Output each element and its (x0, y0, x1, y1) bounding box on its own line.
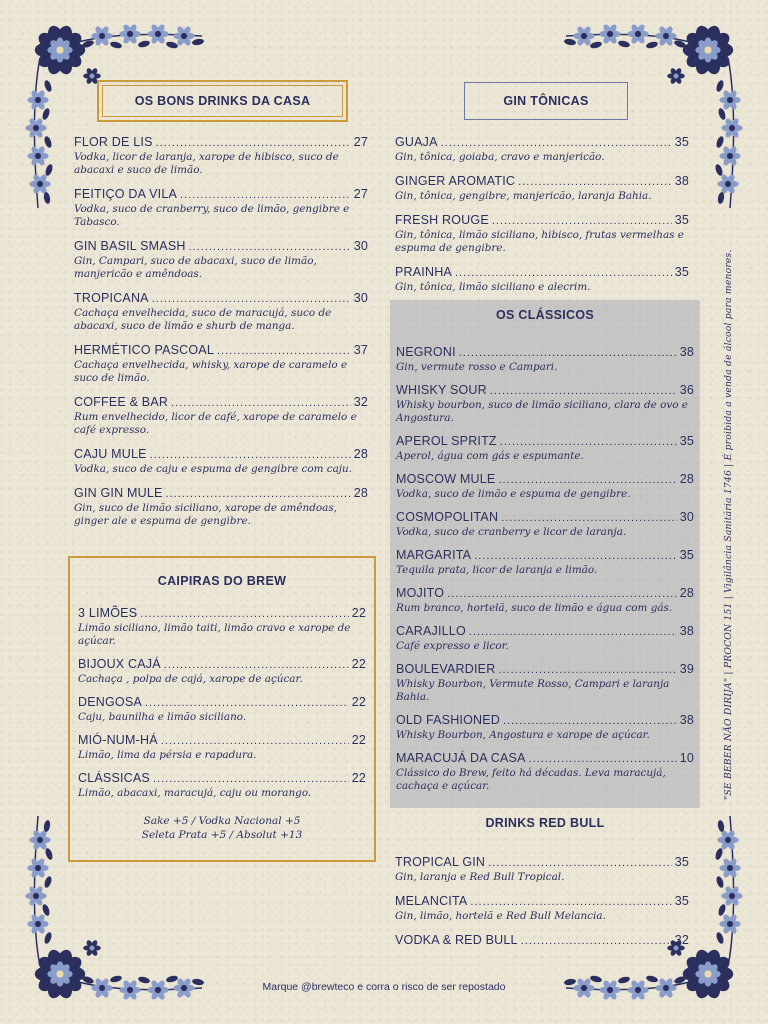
menu-item-description: Limão, lima da pérsia e rapadura. (78, 749, 257, 761)
menu-item-price: 38 (679, 624, 694, 638)
menu-item-price: 35 (674, 135, 689, 149)
menu-item-name: GIN GIN MULE (74, 486, 163, 500)
menu-item-description: Rum envelhecido, licor de café, xarope de caramelo e café expresso. (74, 411, 357, 436)
dot-leader (164, 658, 349, 673)
menu-item-header (74, 447, 368, 463)
menu-item-description: Vodka, suco de caju e espuma de gengibre com caju. (74, 463, 353, 475)
menu-item-header (396, 751, 694, 767)
menu-item-name: HERMÉTICO PASCOAL (74, 343, 214, 357)
menu-item-name: MOJITO (396, 586, 445, 600)
menu-item-description: Gin, tônica, limão siciliano, hibisco, frutas vermelhas e espuma de gengibre. (395, 229, 684, 254)
dot-leader (217, 344, 351, 359)
menu-item-name: OLD FASHIONED (396, 713, 501, 727)
menu-item-description: Gin, vermute rosso e Campari. (396, 361, 558, 373)
caipiras-section (68, 556, 376, 862)
menu-item (396, 624, 694, 653)
dot-leader (166, 487, 351, 502)
menu-item-header (395, 135, 689, 151)
menu-item (78, 657, 366, 686)
dot-leader (503, 714, 677, 729)
menu-item (78, 695, 366, 724)
menu-item (74, 239, 368, 281)
menu-item-header (395, 855, 689, 871)
menu-item-header (396, 472, 694, 488)
menu-item-name: MARGARITA (396, 548, 472, 562)
menu-item-header (395, 174, 689, 190)
menu-item-price: 27 (353, 135, 368, 149)
menu-item-description: Gin, laranja e Red Bull Tropical. (395, 871, 565, 883)
menu-item (395, 855, 689, 884)
menu-item-description: Clássico do Brew, feito há décadas. Leva maracujá, cachaça e açúcar. (396, 767, 666, 792)
menu-item-price: 35 (674, 265, 689, 279)
dot-leader (474, 549, 677, 564)
menu-item-name: CARAJILLO (396, 624, 466, 638)
menu-item (396, 662, 694, 704)
menu-item-description: Gin, Campari, suco de abacaxi, suco de limão, manjericão e amêndoas. (74, 255, 317, 280)
menu-item-header (396, 434, 694, 450)
menu-item-name: GIN BASIL SMASH (74, 239, 186, 253)
menu-item-header (396, 624, 694, 640)
menu-item-price: 22 (351, 695, 366, 709)
section-title: CAIPIRAS DO BREW (157, 574, 287, 588)
menu-item-name: CAJU MULE (74, 447, 147, 461)
menu-item-price: 36 (679, 383, 694, 397)
dot-leader (498, 663, 676, 678)
menu-item-description: Tequila prata, licor de laranja e limão. (396, 564, 598, 576)
footer-text: Marque @brewteco e corra o risco de ser repostado (262, 981, 506, 993)
dot-leader (180, 188, 351, 203)
menu-item-header (78, 606, 366, 622)
menu-item (74, 486, 368, 528)
section-title: OS CLÁSSICOS (495, 308, 595, 322)
dot-leader (455, 266, 672, 281)
menu-item-description: Vodka, suco de limão e espuma de gengibre. (396, 488, 631, 500)
menu-item (396, 586, 694, 615)
dot-leader (470, 895, 671, 910)
dot-leader (500, 435, 677, 450)
menu-item (78, 606, 366, 648)
menu-item-name: VODKA & RED BULL (395, 933, 518, 947)
menu-item-header (74, 395, 368, 411)
dot-leader (156, 136, 351, 151)
menu-item (396, 434, 694, 463)
menu-item-price: 27 (353, 187, 368, 201)
extras-line: Seleta Prata +5 / Absolut +13 (141, 829, 303, 841)
menu-item-description: Rum branco, hortelã, suco de limão e água com gás. (396, 602, 673, 614)
menu-item-header (396, 662, 694, 678)
menu-item-price: 35 (674, 213, 689, 227)
menu-item-header (396, 586, 694, 602)
menu-item-header (74, 291, 368, 307)
section-title: GIN TÔNICAS (503, 94, 589, 108)
menu-item-price: 22 (351, 733, 366, 747)
menu-item-name: COFFEE & BAR (74, 395, 169, 409)
menu-item-header (395, 933, 689, 949)
menu-item-header (78, 695, 366, 711)
menu-item-price: 10 (679, 751, 694, 765)
dot-leader (447, 587, 676, 602)
menu-item-description: Gin, suco de limão siciliano, xarope de amêndoas, ginger ale e espuma de gengibre. (74, 502, 337, 527)
menu-item-price: 28 (679, 586, 694, 600)
menu-item-header (395, 213, 689, 229)
menu-item-price: 39 (679, 662, 694, 676)
drinks-casa-title-frame (97, 80, 348, 122)
menu-item-name: CLÁSSICAS (78, 771, 150, 785)
menu-item (396, 383, 694, 425)
menu-item-price: 38 (679, 345, 694, 359)
menu-item-description: Gin, tônica, goiaba, cravo e manjericão. (395, 151, 605, 163)
menu-item (74, 447, 368, 476)
menu-item (395, 894, 689, 923)
menu-item-description: Vodka, suco de cranberry e licor de laranja. (396, 526, 627, 538)
menu-item-price: 30 (679, 510, 694, 524)
menu-item-name: TROPICAL GIN (395, 855, 486, 869)
menu-item-price: 22 (351, 771, 366, 785)
menu-item-price: 30 (353, 239, 368, 253)
menu-item-description: Aperol, água com gás e espumante. (396, 450, 584, 462)
menu-item (395, 135, 689, 164)
menu-item-name: FEITIÇO DA VILA (74, 187, 178, 201)
menu-item (396, 713, 694, 742)
menu-item-description: Cachaça , polpa de cajá, xarope de açúcar. (78, 673, 303, 685)
dot-leader (152, 292, 351, 307)
dot-leader (521, 934, 672, 949)
dot-leader (488, 856, 672, 871)
dot-leader (490, 384, 677, 399)
classicos-list (396, 345, 694, 793)
dot-leader (150, 448, 351, 463)
menu-item-price: 28 (353, 447, 368, 461)
menu-item-price: 22 (351, 657, 366, 671)
menu-item-name: MARACUJÁ DA CASA (396, 751, 526, 765)
menu-item (78, 733, 366, 762)
menu-item-name: MELANCITA (395, 894, 468, 908)
caipiras-list (78, 606, 366, 800)
menu-item (396, 472, 694, 501)
menu-item-price: 32 (674, 933, 689, 947)
section-title: DRINKS RED BULL (485, 816, 605, 830)
menu-item-name: GINGER AROMATIC (395, 174, 516, 188)
menu-item-price: 35 (674, 894, 689, 908)
menu-item-header (74, 239, 368, 255)
dot-leader (459, 346, 677, 361)
menu-item-name: FLOR DE LIS (74, 135, 153, 149)
dot-leader (492, 214, 672, 229)
extras-line: Sake +5 / Vodka Nacional +5 (143, 815, 301, 827)
menu-item-description: Gin, limão, hortelã e Red Bull Melancia. (395, 910, 606, 922)
menu-item-price: 35 (674, 855, 689, 869)
menu-item-price: 35 (679, 548, 694, 562)
gin-tonicas-list (395, 135, 689, 304)
menu-item-price: 32 (353, 395, 368, 409)
menu-item (74, 187, 368, 229)
menu-item-price: 35 (679, 434, 694, 448)
menu-item-header (74, 187, 368, 203)
dot-leader (153, 772, 349, 787)
dot-leader (145, 696, 349, 711)
menu-item-description: Gin, tônica, gengibre, manjericão, laranja Bahia. (395, 190, 652, 202)
dot-leader (189, 240, 351, 255)
dot-leader (518, 175, 672, 190)
dot-leader (498, 473, 676, 488)
menu-item-price: 38 (679, 713, 694, 727)
menu-item-description: Gin, tônica, limão siciliano e alecrim. (395, 281, 591, 293)
menu-item-price: 37 (353, 343, 368, 357)
menu-item-name: NEGRONI (396, 345, 456, 359)
menu-item-name: APEROL SPRITZ (396, 434, 497, 448)
menu-item-price: 38 (674, 174, 689, 188)
classicos-section (390, 300, 700, 808)
menu-item-description: Vodka, licor de laranja, xarope de hibisco, suco de abacaxi e suco de limão. (74, 151, 339, 176)
menu-item-name: DENGOSA (78, 695, 142, 709)
legal-notice: "SE BEBER NÃO DIRIJA" | PROCON 151 | Vigilância Sanitária 1746 | É proibida a venda de álcool para menores. (723, 249, 734, 800)
dot-leader (469, 625, 677, 640)
menu-item-price: 30 (353, 291, 368, 305)
menu-item-name: COSMOPOLITAN (396, 510, 499, 524)
menu-item-header (396, 713, 694, 729)
menu-item-description: Whisky Bourbon, Angostura e xarope de açúcar. (396, 729, 650, 741)
menu-item-name: MIÓ-NUM-HÁ (78, 733, 158, 747)
menu-item-description: Café expresso e licor. (396, 640, 509, 652)
menu-item-header (78, 771, 366, 787)
menu-item-name: 3 LIMÕES (78, 606, 138, 620)
menu-item-header (74, 135, 368, 151)
red-bull-list (395, 855, 689, 959)
dot-leader (441, 136, 672, 151)
caipiras-extras (78, 814, 366, 842)
menu-item-description: Cachaça envelhecida, suco de maracujá, suco de abacaxi, suco de limão e shurb de manga. (74, 307, 332, 332)
menu-item-header (395, 265, 689, 281)
menu-item (396, 751, 694, 793)
menu-item-name: GUAJA (395, 135, 438, 149)
menu-item-name: TROPICANA (74, 291, 149, 305)
menu-item-description: Whisky bourbon, suco de limão siciliano, clara de ovo e Angostura. (396, 399, 688, 424)
menu-item-description: Caju, baunilha e limão siciliano. (78, 711, 247, 723)
menu-item (74, 291, 368, 333)
dot-leader (140, 607, 348, 622)
menu-item-price: 28 (679, 472, 694, 486)
menu-item-name: BIJOUX CAJÁ (78, 657, 161, 671)
menu-item-name: PRAINHA (395, 265, 452, 279)
menu-item-description: Limão, abacaxi, maracujá, caju ou morango. (78, 787, 312, 799)
menu-item-header (396, 345, 694, 361)
menu-item (74, 135, 368, 177)
menu-item (74, 395, 368, 437)
dot-leader (171, 396, 351, 411)
menu-item (74, 343, 368, 385)
menu-item (395, 933, 689, 949)
menu-item-description: Vodka, suco de cranberry, suco de limão, gengibre e Tabasco. (74, 203, 350, 228)
menu-item (395, 174, 689, 203)
drinks-casa-list (74, 135, 368, 538)
menu-item-description: Limão siciliano, limão taiti, limão cravo e xarope de açúcar. (78, 622, 351, 647)
menu-item (396, 510, 694, 539)
dot-leader (161, 734, 349, 749)
menu-item (78, 771, 366, 800)
menu-item (395, 265, 689, 294)
gin-tonicas-title-frame (464, 82, 628, 120)
menu-item-header (395, 894, 689, 910)
menu-item-header (396, 510, 694, 526)
menu-item-price: 28 (353, 486, 368, 500)
menu-item-name: WHISKY SOUR (396, 383, 487, 397)
menu-item-header (396, 383, 694, 399)
menu-item-header (74, 486, 368, 502)
menu-item-name: BOULEVARDIER (396, 662, 496, 676)
menu-item (396, 345, 694, 374)
menu-item-name: FRESH ROUGE (395, 213, 489, 227)
menu-item-description: Whisky Bourbon, Vermute Rosso, Campari e laranja Bahia. (396, 678, 670, 703)
menu-item (396, 548, 694, 577)
menu-item-name: MOSCOW MULE (396, 472, 496, 486)
dot-leader (529, 752, 677, 767)
menu-item-header (78, 657, 366, 673)
menu-item-header (78, 733, 366, 749)
menu-item-description: Cachaça envelhecida, whisky, xarope de caramelo e suco de limão. (74, 359, 348, 384)
menu-item (395, 213, 689, 255)
menu-item-header (396, 548, 694, 564)
section-title: OS BONS DRINKS DA CASA (134, 94, 311, 108)
dot-leader (501, 511, 677, 526)
menu-item-price: 22 (351, 606, 366, 620)
menu-item-header (74, 343, 368, 359)
